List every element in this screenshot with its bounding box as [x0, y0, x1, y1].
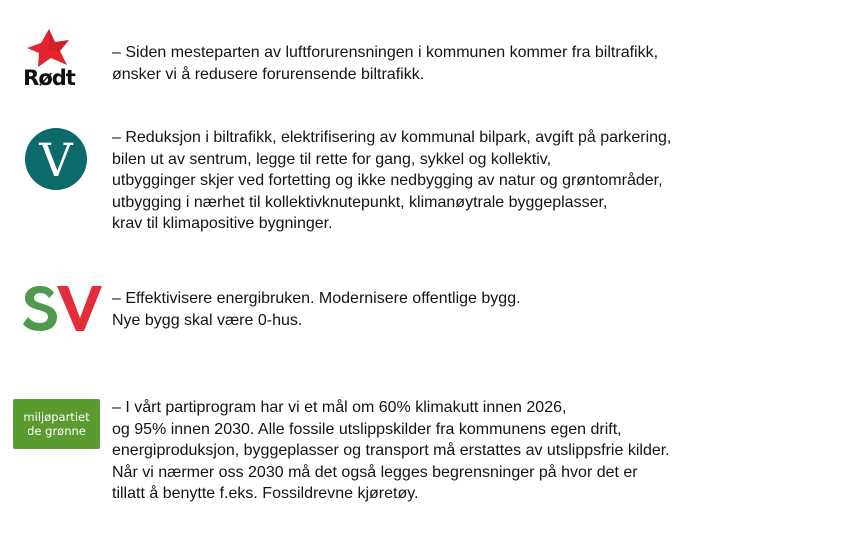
venstre-letter: V [39, 133, 73, 187]
text-line: – Reduksjon i biltrafikk, elektrifisering av kommunal bilpark, avgift på parkering, [112, 129, 672, 146]
party-text-sv [112, 288, 521, 331]
text-line: tillatt å benytte f.eks. Fossildrevne kjøretøy. [112, 485, 419, 502]
rodt-wordmark: Rødt [23, 66, 75, 90]
text-line: ønsker vi å redusere forurensende biltrafikk. [112, 65, 425, 83]
party-row-mdg [0, 396, 844, 506]
star-icon [17, 28, 81, 68]
party-row-venstre [0, 125, 844, 235]
text-line: Nye bygg skal være 0-hus. [112, 311, 303, 329]
mdg-logo-line2: de grønne [27, 424, 86, 438]
text-line: utbygginger skjer ved fortetting og ikke nedbygging av natur og grøntområder, [112, 172, 663, 189]
mdg-logo [13, 399, 100, 449]
venstre-v-icon [24, 127, 88, 191]
sv-logo [21, 284, 103, 332]
text-line: – Siden mesteparten av luftforurensningen i kommunen kommer fra biltrafikk, [112, 44, 659, 61]
text-line: energiproduksjon, byggeplasser og transport må erstattes av utslippsfrie kilder. [112, 442, 670, 459]
party-row-rodt [0, 26, 844, 96]
venstre-logo [24, 127, 88, 191]
party-row-sv [0, 282, 844, 332]
text-line: krav til klimapositive bygninger. [112, 215, 333, 232]
mdg-logo-line1: miljøpartiet [23, 410, 90, 424]
sv-letters-icon [21, 284, 103, 332]
text-line: Når vi nærmer oss 2030 må det også legges begrensninger på hvor det er [112, 463, 638, 481]
text-line: – Effektivisere energibruken. Modernisere offentlige bygg. [112, 290, 521, 307]
party-text-venstre [112, 127, 671, 235]
text-line: bilen ut av sentrum, legge til rette for gang, sykkel og kollektiv, [112, 150, 552, 168]
text-line: og 95% innen 2030. Alle fossile utslippskilder fra kommunens egen drift, [112, 420, 622, 438]
text-line: utbygging i nærhet til kollektivknutepunkt, klimanøytrale byggeplasser, [112, 193, 608, 211]
text-line: – I vårt partiprogram har vi et mål om 60% klimakutt innen 2026, [112, 399, 567, 416]
party-text-rodt [112, 42, 658, 85]
rodt-logo [17, 28, 81, 94]
party-text-mdg [112, 397, 670, 505]
